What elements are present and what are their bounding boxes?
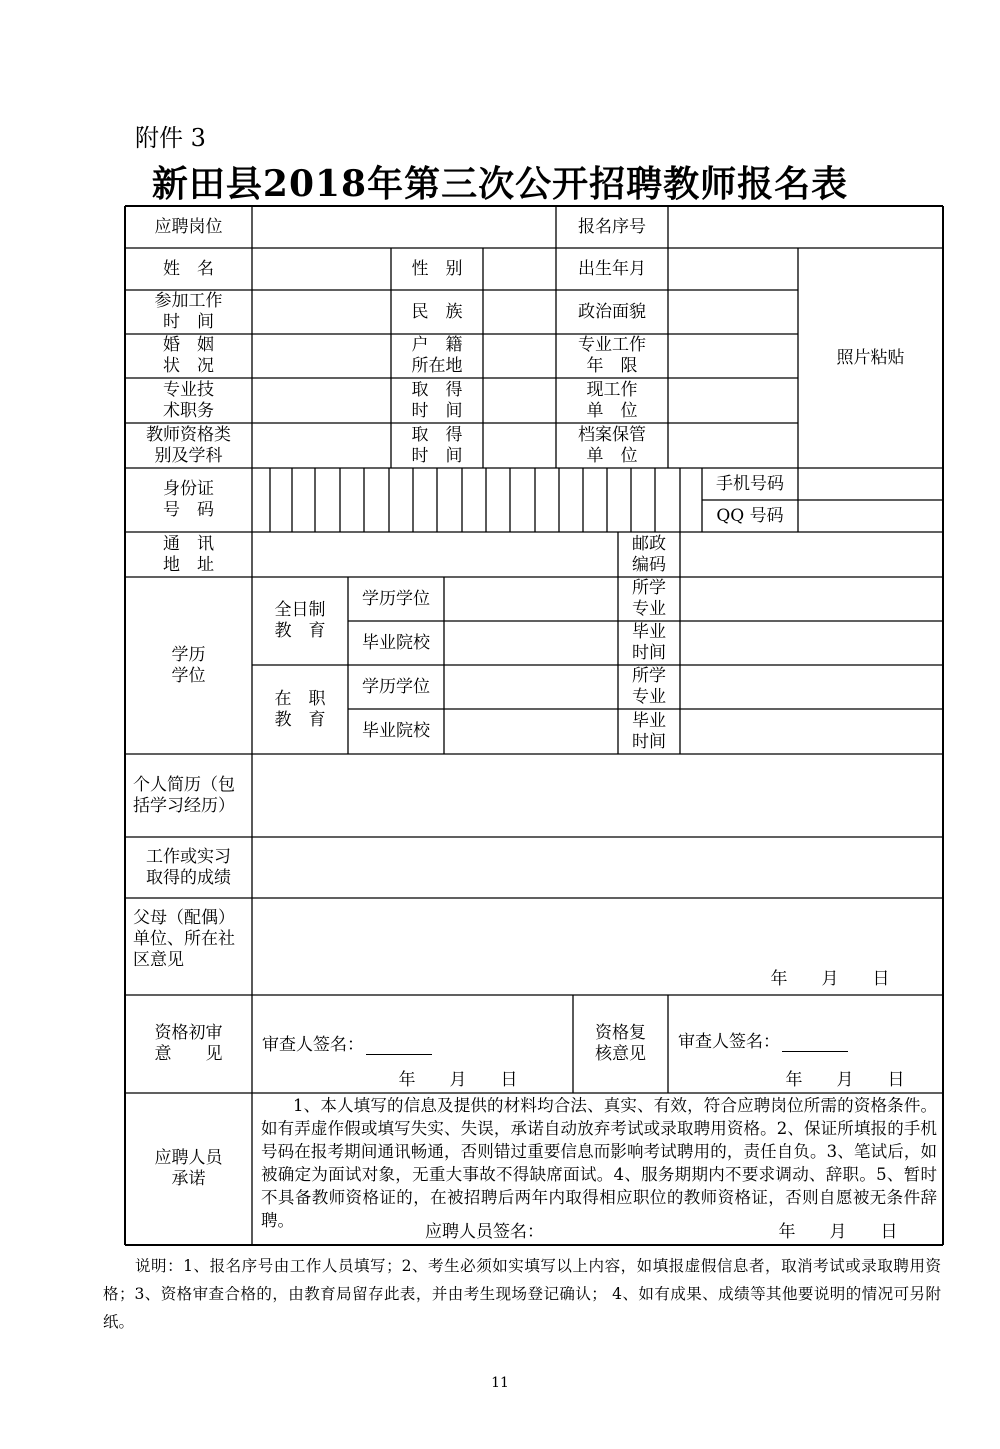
family-opinion-label: 父母（配偶） 单位、所在社 区意见: [133, 908, 235, 970]
ethnicity-label: 民 族: [411, 301, 463, 322]
gender-label: 性 别: [411, 258, 463, 279]
cert-date-label: 取 得 时 间: [411, 424, 463, 466]
politics-label: 政治面貌: [578, 301, 646, 322]
fulltime-grad-time-label: 毕业 时间: [632, 622, 666, 663]
inservice-grad-time-label: 毕业 时间: [632, 710, 666, 752]
inservice-school-label: 毕业院校: [362, 721, 430, 741]
marital-status-label: 婚 姻 状 况: [163, 335, 214, 376]
initial-review-date: 年 月 日: [398, 1069, 518, 1090]
serial-number-label: 报名序号: [578, 216, 646, 237]
footer-note-text: 说明：1、报名序号由工作人员填写；2、考生必须如实填写以上内容，如填报虚假信息者，取消考试或录取聘用资格；3、资格审查合格的，由教育局留存此表，并由考生现场登记确认； 4、如有成果、成绩等其他要说明的情况可另附纸。: [103, 1257, 941, 1331]
initial-review-label: 资格初审 意 见: [154, 1023, 223, 1064]
re-reviewer-sign-label: 审查人签名：: [678, 1031, 780, 1052]
id-number-label: 身份证 号 码: [163, 479, 214, 520]
mobile-label: 手机号码: [716, 473, 784, 494]
work-years-label: 专业工作 年 限: [578, 335, 646, 376]
fulltime-school-label: 毕业院校: [362, 632, 430, 653]
re-review-label: 资格复 核意见: [595, 1023, 646, 1064]
family-opinion-date: 年 月 日: [770, 968, 890, 989]
form-title: 新田县2018年第三次公开招聘教师报名表: [151, 163, 849, 205]
inservice-degree-label: 学历学位: [362, 676, 430, 697]
education-label: 学历 学位: [171, 644, 206, 686]
re-reviewer-signature-line: [782, 1033, 848, 1052]
professional-title-label: 专业技 术职务: [163, 379, 214, 421]
hukou-label: 户 籍 所在地: [411, 335, 463, 376]
page-number: 11: [491, 1375, 509, 1391]
birth-date-label: 出生年月: [578, 258, 646, 279]
re-review-date: 年 月 日: [785, 1069, 905, 1090]
attachment-label: 附件 3: [135, 124, 206, 152]
name-label: 姓 名: [163, 258, 214, 279]
fulltime-education-label: 全日制 教 育: [274, 600, 326, 641]
applicant-sign-label: 应聘人员签名：: [425, 1221, 544, 1242]
address-label: 通 讯 地 址: [163, 533, 214, 575]
position-label: 应聘岗位: [154, 216, 223, 237]
archive-unit-label: 档案保管 单 位: [578, 424, 646, 466]
postcode-label: 邮政 编码: [632, 533, 666, 575]
teacher-cert-label: 教师资格类 别及学科: [146, 424, 231, 466]
initial-reviewer-signature-line: [366, 1036, 432, 1055]
fulltime-degree-label: 学历学位: [362, 588, 430, 609]
work-start-label: 参加工作 时 间: [154, 291, 223, 332]
inservice-major-label: 所学 专业: [632, 666, 666, 707]
qq-label: QQ 号码: [716, 505, 784, 526]
initial-reviewer-sign-label: 审查人签名：: [262, 1034, 364, 1055]
initial-reviewer-signature: [262, 1030, 482, 1060]
photo-placeholder: 照片粘贴: [836, 347, 905, 368]
title-date-label: 取 得 时 间: [411, 379, 463, 421]
applicant-sign-date: 年 月 日: [778, 1221, 898, 1242]
resume-label: 个人简历（包 括学习经历）: [133, 774, 235, 816]
commitment-label: 应聘人员 承诺: [154, 1148, 223, 1189]
re-reviewer-signature: [678, 1027, 898, 1057]
current-employer-label: 现工作 单 位: [586, 379, 638, 421]
inservice-education-label: 在 职 教 育: [274, 688, 326, 730]
fulltime-major-label: 所学 专业: [632, 578, 666, 619]
commitment-text: 1、本人填写的信息及提供的材料均合法、真实、有效，符合应聘岗位所需的资格条件。如有弄虚作假或填写失实、失误，承诺自动放弃考试或录取聘用资格。2、保证所填报的手机号码在报考期间通讯畅通，否则错过重要信息而影响考试聘用的，责任自负。3、笔试后，如被确定为面试对象，无重大事故不得缺席面试。4、服务期期内不要求调动、辞职。5、暂时不具备教师资格证的，在被招聘后两年内取得相应职位的教师资格证，否则自愿被无条件辞聘。: [261, 1096, 937, 1230]
achievements-label: 工作或实习 取得的成绩: [146, 846, 231, 888]
footer-note: [103, 1252, 941, 1336]
